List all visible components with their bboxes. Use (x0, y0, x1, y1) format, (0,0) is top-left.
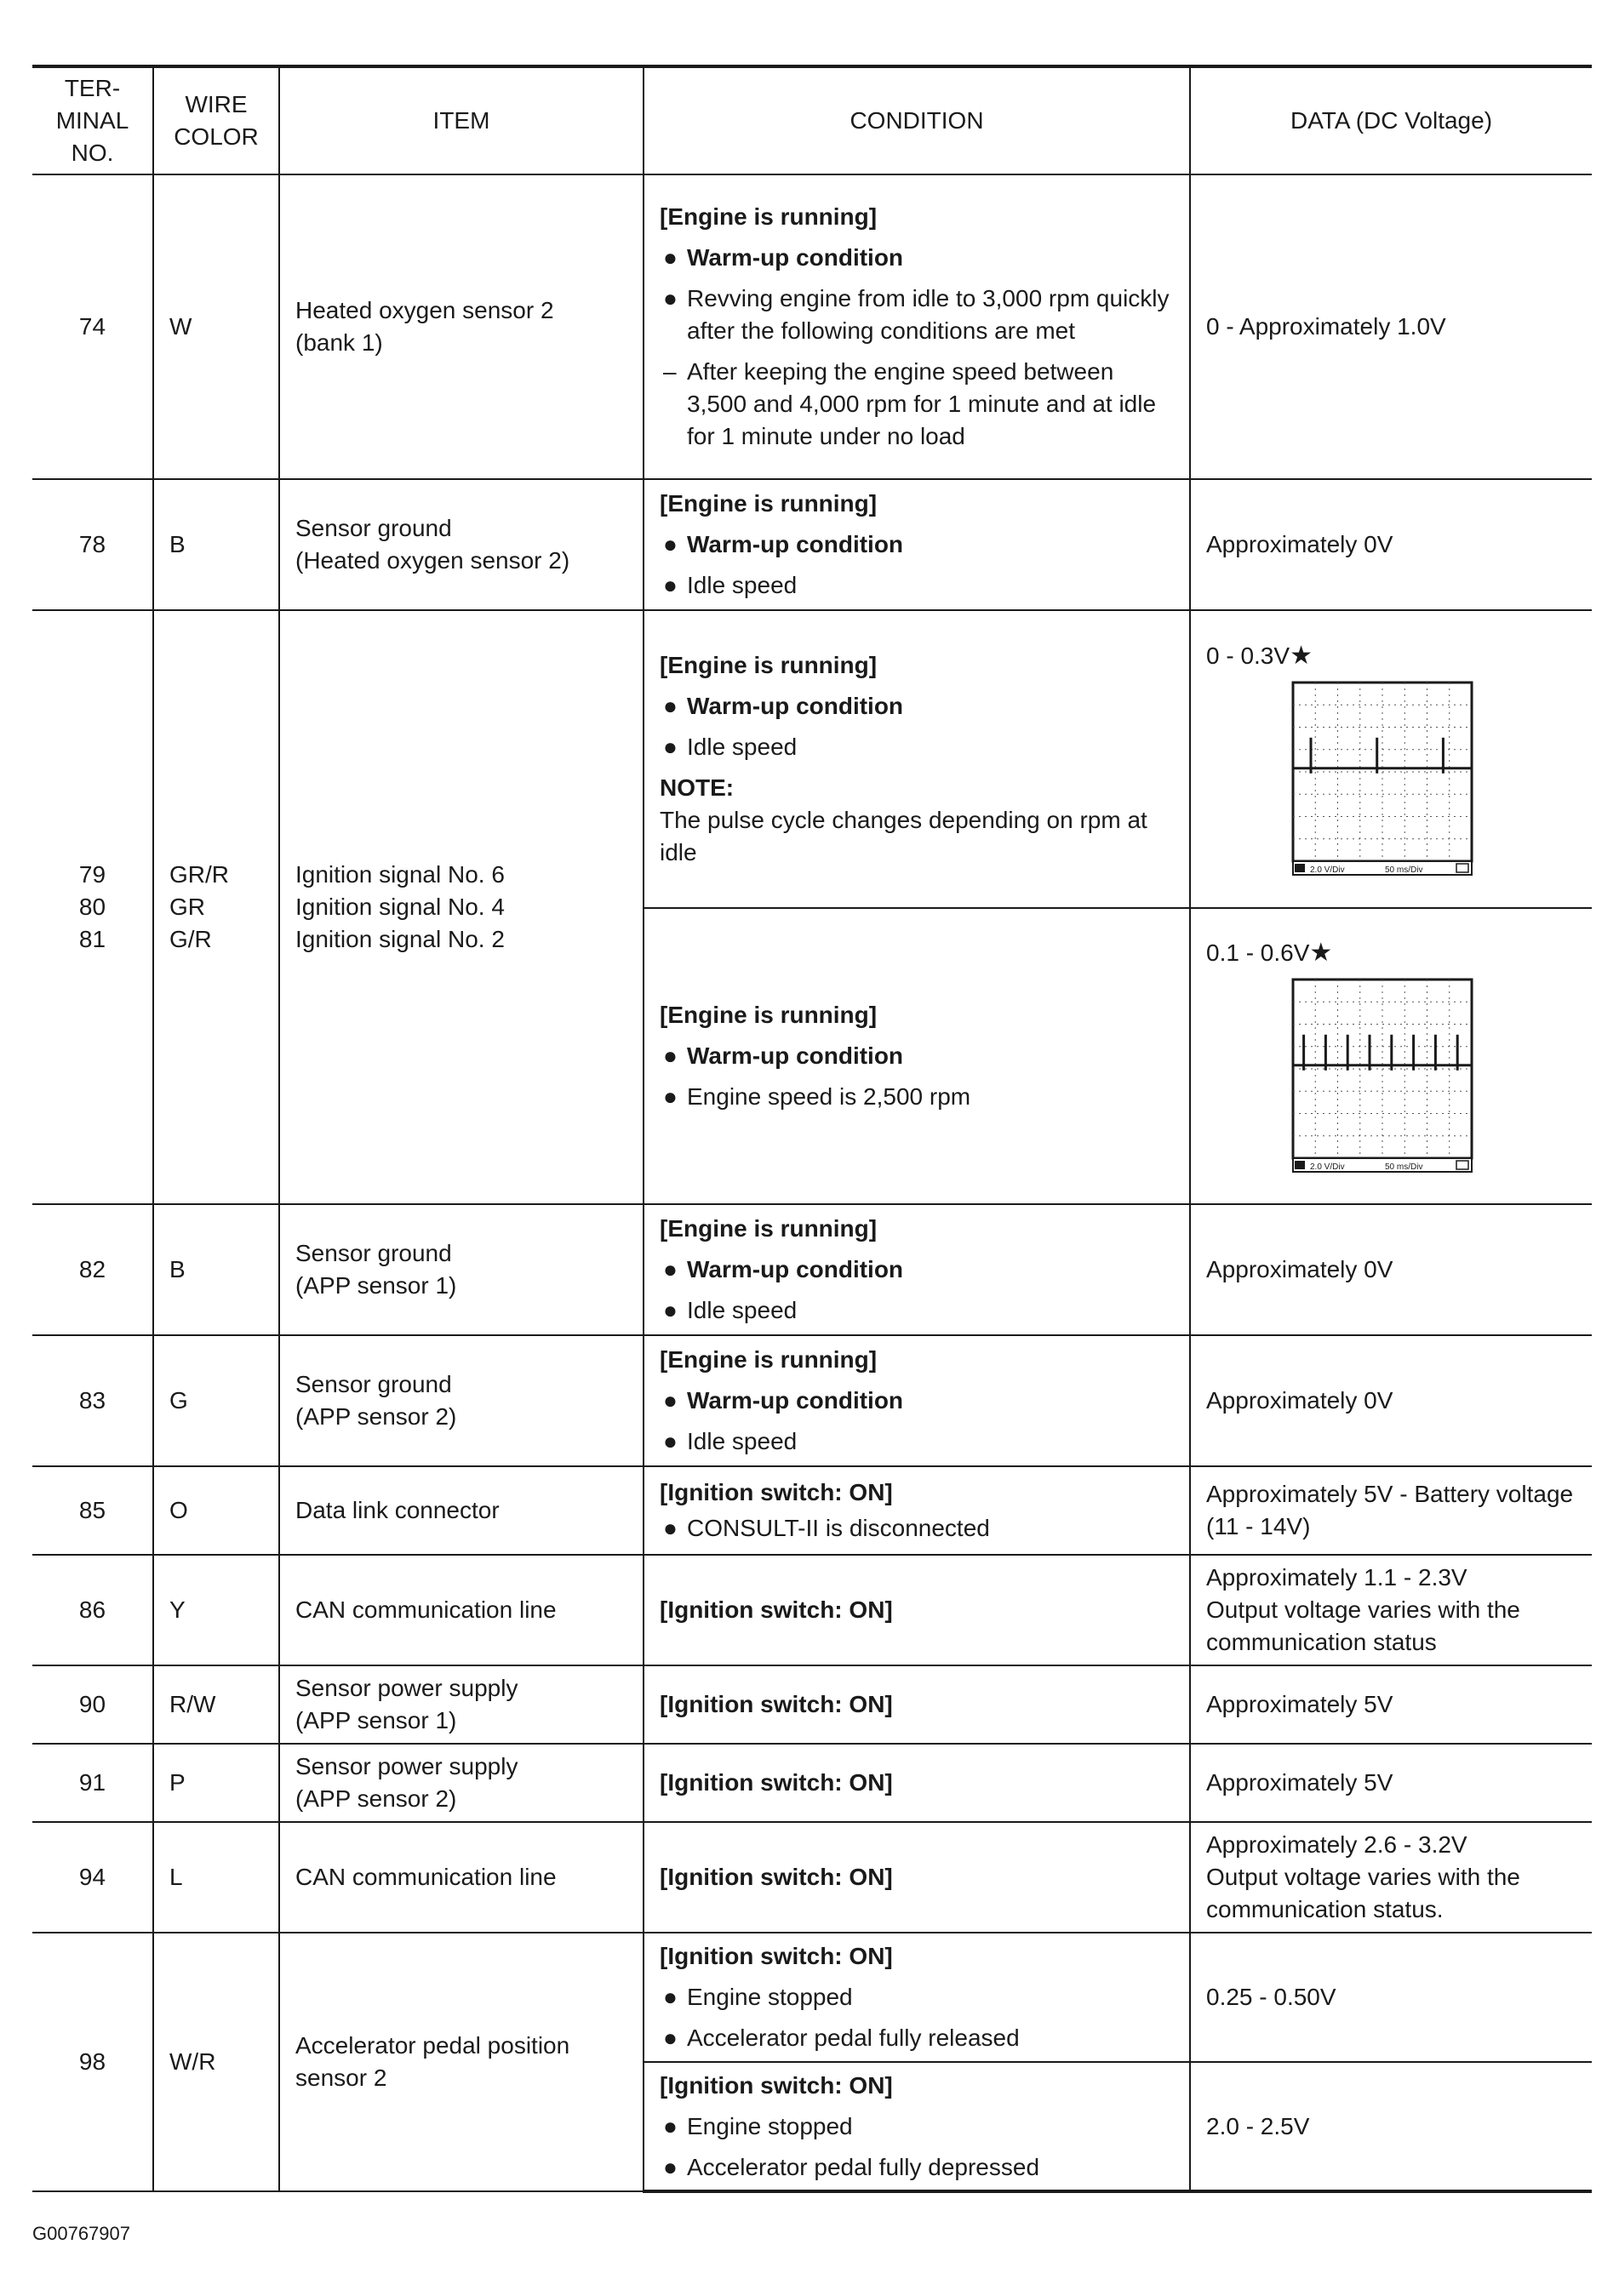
condition-cell: [Engine is running] ● Warm-up condition ● Idle speed NOTE: The pulse cycle changes depending on rpm at idle (644, 610, 1190, 908)
star-icon: ★ (1290, 642, 1313, 670)
wire-color: GR/R GR G/R (153, 610, 279, 1204)
header-item: ITEM (279, 66, 644, 174)
item-cell: CAN communication line (279, 1555, 644, 1665)
scope-time-label: 50 ms/Div (1385, 1162, 1423, 1172)
condition-cell: [Ignition switch: ON] (644, 1555, 1190, 1665)
condition-cell: [Engine is running] ● Warm-up condition ● Revving engine from idle to 3,000 rpm quickly after the following conditions are met – After keeping the engine speed between 3,500 and 4,000 rpm for 1 minute and at idle for 1 minute under no load (644, 174, 1190, 479)
header-data: DATA (DC Voltage) (1190, 66, 1592, 174)
figure-reference-code: G00767907 (32, 2223, 130, 2244)
header-terminal: TER- MINAL NO. (32, 66, 153, 174)
header-row (32, 66, 1592, 174)
wire-color: O (153, 1466, 279, 1555)
table-row (32, 1555, 1592, 1665)
data-cell: Approximately 2.6 - 3.2V Output voltage varies with the communication status. (1190, 1822, 1592, 1933)
condition-cell: [Engine is running] ● Warm-up condition ● Engine speed is 2,500 rpm (644, 908, 1190, 1204)
condition-cell: [Ignition switch: ON] (644, 1665, 1190, 1744)
item-cell: Data link connector (279, 1466, 644, 1555)
item-cell: CAN communication line (279, 1822, 644, 1933)
terminal-number: 83 (32, 1335, 153, 1466)
data-cell (1190, 908, 1592, 1204)
oscilloscope-waveform (1291, 978, 1473, 1175)
data-cell: Approximately 5V (1190, 1665, 1592, 1744)
data-cell: 2.0 - 2.5V (1190, 2062, 1592, 2191)
table-row (32, 174, 1592, 479)
condition-cell: [Engine is running] ● Warm-up condition ● Idle speed (644, 479, 1190, 610)
item-cell: Sensor ground (APP sensor 1) (279, 1204, 644, 1335)
terminal-number: 78 (32, 479, 153, 610)
table-row (32, 1466, 1592, 1555)
terminal-number: 74 (32, 174, 153, 479)
data-cell: Approximately 5V - Battery voltage (11 - 14V) (1190, 1466, 1592, 1555)
scope-volts-label: 2.0 V/Div (1310, 865, 1345, 875)
wire-color: W/R (153, 1933, 279, 2191)
item-cell: Accelerator pedal position sensor 2 (279, 1933, 644, 2191)
condition-cell: [Ignition switch: ON] (644, 1822, 1190, 1933)
terminal-number: 90 (32, 1665, 153, 1744)
condition-cell: [Ignition switch: ON] (644, 1744, 1190, 1822)
ecm-terminal-table (32, 65, 1592, 2193)
scope-time-label: 50 ms/Div (1385, 865, 1423, 875)
data-value: 0 - 0.3V (1206, 643, 1290, 669)
data-cell (1190, 610, 1592, 908)
terminal-data-sheet (32, 65, 1592, 2193)
condition-cell: [Engine is running] ● Warm-up condition ● Idle speed (644, 1335, 1190, 1466)
terminal-number: 86 (32, 1555, 153, 1665)
condition-cell: [Engine is running] ● Warm-up condition ● Idle speed (644, 1204, 1190, 1335)
table-row (32, 1822, 1592, 1933)
wire-color: L (153, 1822, 279, 1933)
data-cell: Approximately 0V (1190, 1204, 1592, 1335)
table-row (32, 1744, 1592, 1822)
data-cell: Approximately 1.1 - 2.3V Output voltage varies with the communication status (1190, 1555, 1592, 1665)
terminal-number: 98 (32, 1933, 153, 2191)
wire-color: B (153, 479, 279, 610)
wire-color: P (153, 1744, 279, 1822)
scope-corner-icon (1456, 864, 1468, 872)
terminal-number: 85 (32, 1466, 153, 1555)
data-cell: Approximately 5V (1190, 1744, 1592, 1822)
terminal-number: 91 (32, 1744, 153, 1822)
scope-channel-icon (1295, 864, 1305, 872)
table-row (32, 1335, 1592, 1466)
item-cell: Sensor ground (APP sensor 2) (279, 1335, 644, 1466)
header-wire-color: WIRE COLOR (153, 66, 279, 174)
item-cell: Ignition signal No. 6 Ignition signal No. 4 Ignition signal No. 2 (279, 610, 644, 1204)
table-row (32, 610, 1592, 908)
item-cell: Sensor ground (Heated oxygen sensor 2) (279, 479, 644, 610)
wire-color: B (153, 1204, 279, 1335)
item-cell: Sensor power supply (APP sensor 2) (279, 1744, 644, 1822)
table-row (32, 1665, 1592, 1744)
wire-color: G (153, 1335, 279, 1466)
condition-cell: [Ignition switch: ON] ● Engine stopped ● Accelerator pedal fully released (644, 1933, 1190, 2062)
item-cell: Sensor power supply (APP sensor 1) (279, 1665, 644, 1744)
condition-cell: [Ignition switch: ON] ● Engine stopped ● Accelerator pedal fully depressed (644, 2062, 1190, 2191)
data-cell: 0 - Approximately 1.0V (1190, 174, 1592, 479)
table-row (32, 479, 1592, 610)
wire-color: Y (153, 1555, 279, 1665)
table-row (32, 1933, 1592, 2062)
data-cell: Approximately 0V (1190, 479, 1592, 610)
item-cell: Heated oxygen sensor 2 (bank 1) (279, 174, 644, 479)
terminal-number: 79 80 81 (32, 610, 153, 1204)
data-cell: Approximately 0V (1190, 1335, 1592, 1466)
wire-color: W (153, 174, 279, 479)
data-value: 0.1 - 0.6V (1206, 940, 1310, 966)
header-condition: CONDITION (644, 66, 1190, 174)
terminal-number: 94 (32, 1822, 153, 1933)
data-cell: 0.25 - 0.50V (1190, 1933, 1592, 2062)
terminal-number: 82 (32, 1204, 153, 1335)
scope-corner-icon (1456, 1161, 1468, 1169)
star-icon: ★ (1309, 939, 1333, 967)
scope-channel-icon (1295, 1161, 1305, 1169)
table-row (32, 1204, 1592, 1335)
scope-volts-label: 2.0 V/Div (1310, 1162, 1345, 1172)
oscilloscope-waveform (1291, 681, 1473, 878)
wire-color: R/W (153, 1665, 279, 1744)
condition-cell: [Ignition switch: ON] ● CONSULT-II is disconnected (644, 1466, 1190, 1555)
